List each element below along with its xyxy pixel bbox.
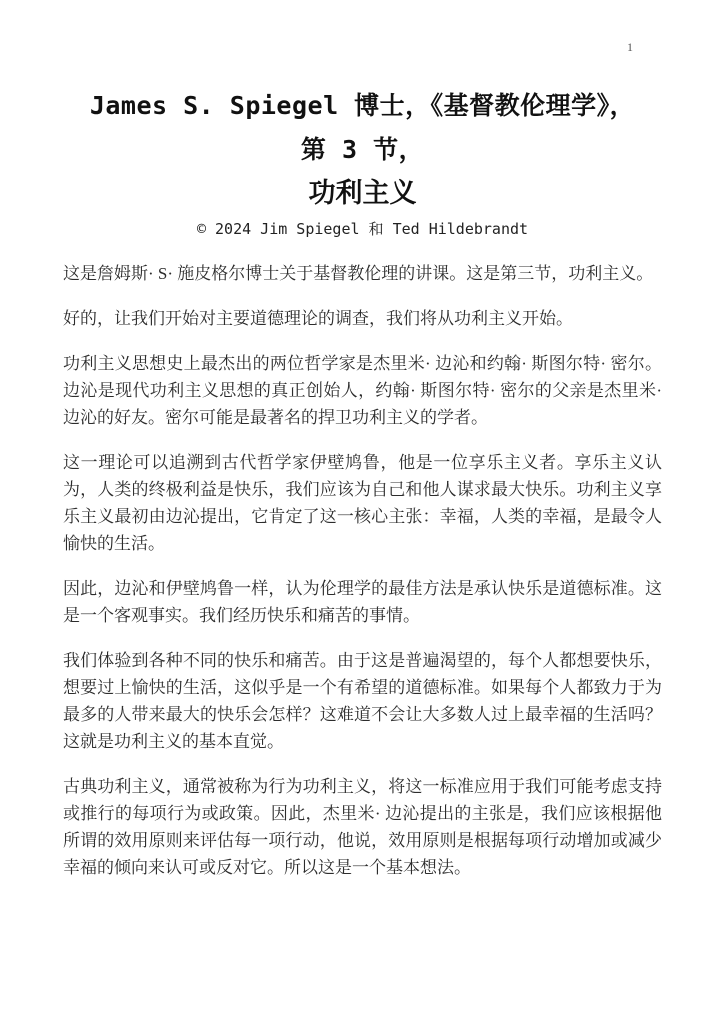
title-line-3: 功利主义 (308, 178, 417, 209)
page-number: 1 (627, 40, 633, 54)
paragraph-1: 这是詹姆斯· S· 施皮格尔博士关于基督教伦理的讲课。这是第三节，功利主义。 (63, 264, 654, 283)
paragraph-2: 好的，让我们开始对主要道德理论的调查，我们将从功利主义开始。 (63, 309, 573, 328)
document-title (63, 84, 662, 216)
paragraph-5: 因此，边沁和伊壁鸠鲁一样，认为伦理学的最佳方法是承认快乐是道德标准。这是一个客观事实。我们经历快乐和痛苦的事情。 (63, 579, 662, 625)
paragraph-6: 我们体验到各种不同的快乐和痛苦。由于这是普遍渴望的，每个人都想要快乐，想要过上愉快的生活，这似乎是一个有希望的道德标准。如果每个人都致力于为最多的人带来最大的快乐会怎样？这难道不会让大多数人过上最幸福的生活吗？这就是功利主义的基本直觉。 (63, 651, 662, 751)
title-line-1: James S. Spiegel 博士，《基督教伦理学》， (89, 91, 636, 120)
paragraph-3: 功利主义思想史上最杰出的两位哲学家是杰里米· 边沁和约翰· 斯图尔特· 密尔。边沁是现代功利主义思想的真正创始人，约翰· 斯图尔特· 密尔的父亲是杰里米· 边沁的好友。密尔可能是最著名的捍卫功利主义的学者。 (63, 354, 662, 427)
paragraph-4: 这一理论可以追溯到古代哲学家伊壁鸠鲁，他是一位享乐主义者。享乐主义认为，人类的终极利益是快乐，我们应该为自己和他人谋求最大快乐。功利主义享乐主义最初由边沁提出，它肯定了这一核心主张：幸福，人类的幸福，是最令人愉快的生活。 (63, 453, 662, 553)
paragraph-7: 古典功利主义，通常被称为行为功利主义，将这一标准应用于我们可能考虑支持或推行的每项行为或政策。因此，杰里米· 边沁提出的主张是，我们应该根据他所谓的效用原则来评估每一项行动，他说，效用原则是根据每项行动增加或减少幸福的倾向来认可或反对它。所以这是一个基本想法。 (63, 777, 662, 877)
copyright-line: © 2024 Jim Spiegel 和 Ted Hildebrandt (196, 220, 529, 238)
title-line-2: 第 3 节， (300, 135, 425, 164)
body-text (63, 260, 662, 881)
